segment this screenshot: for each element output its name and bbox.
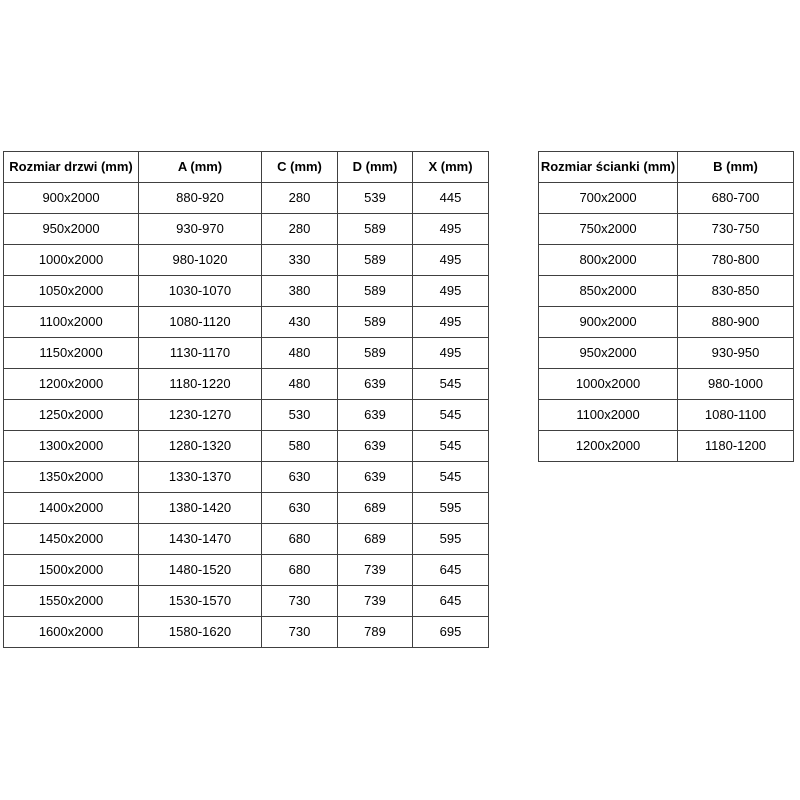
table-cell: 545 [413,462,489,493]
table-cell: 380 [262,276,338,307]
table-cell: 589 [338,245,413,276]
table-row [4,493,489,524]
table-cell: 430 [262,307,338,338]
table-cell: 680-700 [678,183,794,214]
table-cell: 1180-1220 [139,369,262,400]
table-cell: 1150x2000 [4,338,139,369]
table-cell: 700x2000 [539,183,678,214]
table-cell: 639 [338,462,413,493]
table-cell: 545 [413,369,489,400]
table-cell: 589 [338,307,413,338]
table-cell: 630 [262,493,338,524]
table-cell: 730-750 [678,214,794,245]
table-cell: 1080-1100 [678,400,794,431]
table-cell: 739 [338,586,413,617]
table-cell: 789 [338,617,413,648]
table-cell: 645 [413,555,489,586]
table-row [539,245,794,276]
column-header: X (mm) [413,152,489,183]
table-cell: 495 [413,245,489,276]
table-cell: 1200x2000 [4,369,139,400]
table-row [4,586,489,617]
table-row [539,400,794,431]
table-cell: 495 [413,276,489,307]
table-cell: 1250x2000 [4,400,139,431]
table-cell: 495 [413,338,489,369]
table-row [539,183,794,214]
column-header: D (mm) [338,152,413,183]
table-row [4,524,489,555]
table-cell: 280 [262,214,338,245]
table-cell: 280 [262,183,338,214]
table-cell: 900x2000 [4,183,139,214]
table-row [4,214,489,245]
table-row [4,369,489,400]
table-row [4,555,489,586]
table-cell: 589 [338,338,413,369]
table-row [4,400,489,431]
table-cell: 680 [262,555,338,586]
table-cell: 1080-1120 [139,307,262,338]
door-size-table [3,151,489,648]
table-row [4,245,489,276]
table-row [539,338,794,369]
table-row [4,307,489,338]
table-cell: 950x2000 [539,338,678,369]
table-cell: 830-850 [678,276,794,307]
table-row [4,617,489,648]
table-row [539,431,794,462]
table-cell: 639 [338,400,413,431]
table-cell: 780-800 [678,245,794,276]
wall-size-table [538,151,794,462]
column-header: A (mm) [139,152,262,183]
table-cell: 1030-1070 [139,276,262,307]
table-cell: 580 [262,431,338,462]
table-cell: 589 [338,276,413,307]
table-cell: 595 [413,493,489,524]
table-cell: 980-1020 [139,245,262,276]
table-cell: 595 [413,524,489,555]
table-cell: 980-1000 [678,369,794,400]
table-cell: 639 [338,431,413,462]
table-cell: 1000x2000 [4,245,139,276]
table-cell: 589 [338,214,413,245]
table-cell: 545 [413,431,489,462]
table-cell: 880-900 [678,307,794,338]
table-cell: 730 [262,586,338,617]
column-header: C (mm) [262,152,338,183]
column-header: Rozmiar drzwi (mm) [4,152,139,183]
table-cell: 730 [262,617,338,648]
header-row [4,152,489,183]
table-cell: 930-950 [678,338,794,369]
table-cell: 850x2000 [539,276,678,307]
table-cell: 530 [262,400,338,431]
table-cell: 1180-1200 [678,431,794,462]
header-row [539,152,794,183]
table-cell: 480 [262,369,338,400]
table-cell: 1600x2000 [4,617,139,648]
table-cell: 545 [413,400,489,431]
table-cell: 1330-1370 [139,462,262,493]
table-cell: 900x2000 [539,307,678,338]
table-cell: 1350x2000 [4,462,139,493]
table-row [4,431,489,462]
table-cell: 645 [413,586,489,617]
table-cell: 630 [262,462,338,493]
table-cell: 639 [338,369,413,400]
table-cell: 689 [338,493,413,524]
table-cell: 880-920 [139,183,262,214]
table-cell: 695 [413,617,489,648]
table-cell: 480 [262,338,338,369]
table-cell: 689 [338,524,413,555]
table-row [4,462,489,493]
table-cell: 1380-1420 [139,493,262,524]
table-cell: 1530-1570 [139,586,262,617]
table-cell: 1480-1520 [139,555,262,586]
table-cell: 739 [338,555,413,586]
table-cell: 1580-1620 [139,617,262,648]
table-cell: 1100x2000 [539,400,678,431]
table-row [539,214,794,245]
table-row [539,369,794,400]
column-header: Rozmiar ścianki (mm) [539,152,678,183]
table-cell: 1200x2000 [539,431,678,462]
table-cell: 495 [413,307,489,338]
table-cell: 330 [262,245,338,276]
table-cell: 1300x2000 [4,431,139,462]
table-cell: 495 [413,214,489,245]
column-header: B (mm) [678,152,794,183]
table-cell: 1100x2000 [4,307,139,338]
table-row [4,276,489,307]
table-cell: 750x2000 [539,214,678,245]
table-cell: 1450x2000 [4,524,139,555]
table-row [4,183,489,214]
table-cell: 1550x2000 [4,586,139,617]
table-row [539,276,794,307]
table-cell: 445 [413,183,489,214]
table-cell: 800x2000 [539,245,678,276]
table-cell: 1280-1320 [139,431,262,462]
table-cell: 1130-1170 [139,338,262,369]
table-cell: 539 [338,183,413,214]
table-cell: 1500x2000 [4,555,139,586]
table-row [539,307,794,338]
table-cell: 1050x2000 [4,276,139,307]
table-cell: 950x2000 [4,214,139,245]
table-cell: 1000x2000 [539,369,678,400]
table-cell: 1400x2000 [4,493,139,524]
table-cell: 1230-1270 [139,400,262,431]
table-cell: 680 [262,524,338,555]
table-cell: 1430-1470 [139,524,262,555]
table-row [4,338,489,369]
table-cell: 930-970 [139,214,262,245]
